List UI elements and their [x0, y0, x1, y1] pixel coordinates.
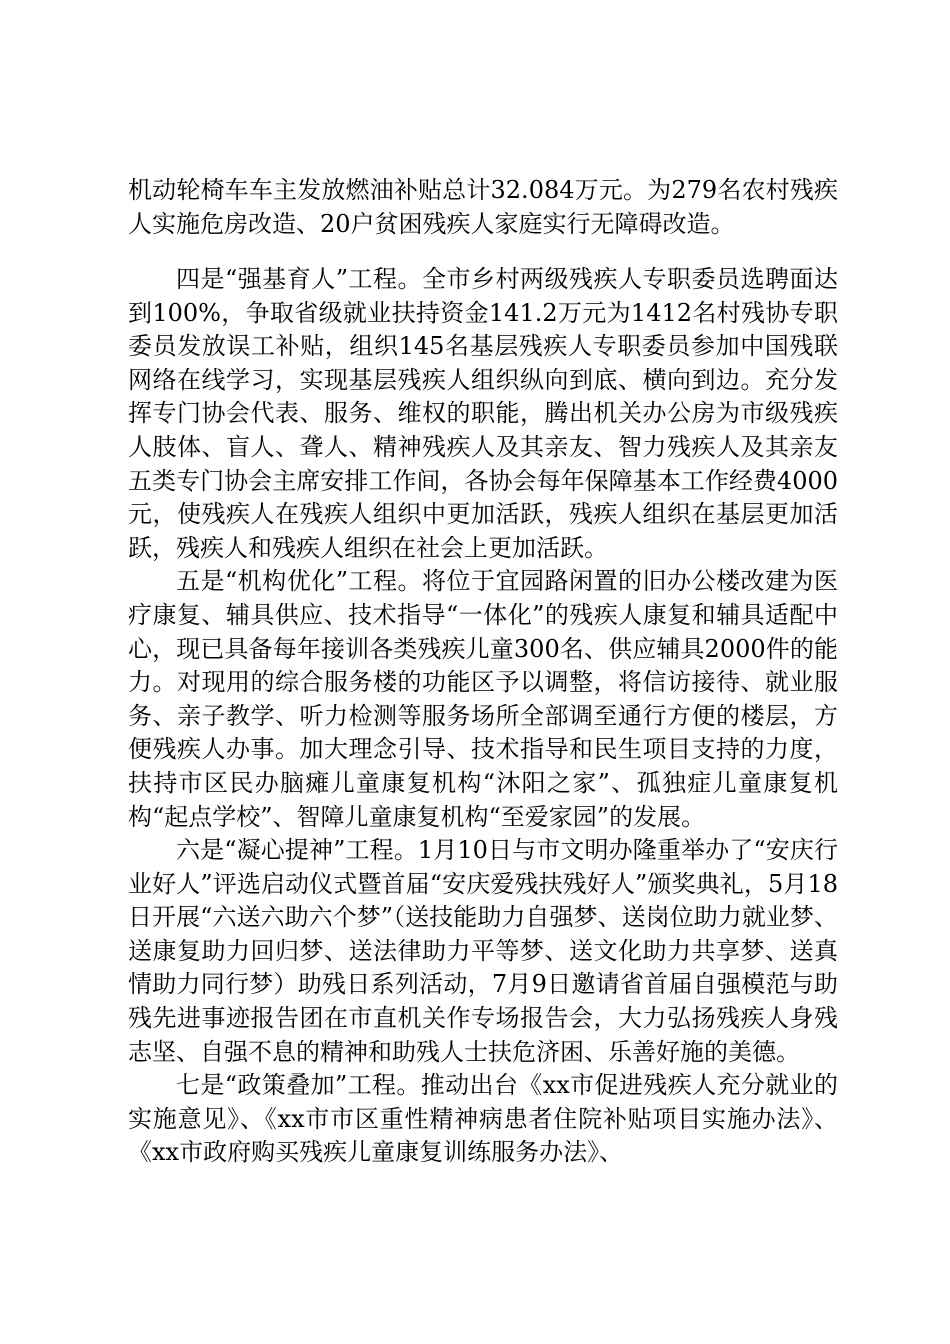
- paragraph-1: 机动轮椅车车主发放燃油补贴总计32.084万元。为279名农村残疾人实施危房改造、20户贫困残疾人家庭实行无障碍改造。: [128, 176, 838, 238]
- paragraph-continuation: [128, 174, 838, 241]
- paragraph-group: [128, 263, 838, 1170]
- paragraph-4: 六是“凝心提神”工程。1月10日与市文明办隆重举办了“安庆行业好人”评选启动仪式暨首届“安庆爱残扶残好人”颁奖典礼，5月18日开展“六送六助六个梦”（送技能助力自强梦、送岗位助力就业梦、送康复助力回归梦、送法律助力平等梦、送文化助力共享梦、送真情助力同行梦）助残日系列活动，7月9日邀请省首届自强模范与助残先进事迹报告团在市直机关作专场报告会，大力弘扬残疾人身残志坚、自强不息的精神和助残人士扶危济困、乐善好施的美德。: [128, 836, 838, 1066]
- paragraph-2: 四是“强基育人”工程。全市乡村两级残疾人专职委员选聘面达到100%，争取省级就业扶持资金141.2万元为1412名村残协专职委员发放误工补贴，组织145名基层残疾人专职委员参加中国残联网络在线学习，实现基层残疾人组织纵向到底、横向到边。充分发挥专门协会代表、服务、维权的职能，腾出机关办公房为市级残疾人肢体、盲人、聋人、精神残疾人及其亲友、智力残疾人及其亲友五类专门协会主席安排工作间，各协会每年保障基本工作经费4000元，使残疾人在残疾人组织中更加活跃，残疾人组织在基层更加活跃，残疾人和残疾人组织在社会上更加活跃。: [128, 265, 838, 562]
- paragraph-5: 七是“政策叠加”工程。推动出台《xx市促进残疾人充分就业的实施意见》、《xx市市区重性精神病患者住院补贴项目实施办法》、《xx市政府购买残疾儿童康复训练服务办法》、: [128, 1071, 838, 1167]
- paragraph-3: 五是“机构优化”工程。将位于宜园路闲置的旧办公楼改建为医疗康复、辅具供应、技术指导“一体化”的残疾人康复和辅具适配中心，现已具备每年接训各类残疾儿童300名、供应辅具2000件的能力。对现用的综合服务楼的功能区予以调整，将信访接待、就业服务、亲子教学、听力检测等服务场所全部调至通行方便的楼层，方便残疾人办事。加大理念引导、技术指导和民生项目支持的力度，扶持市区民办脑瘫儿童康复机构“沐阳之家”、孤独症儿童康复机构“起点学校”、智障儿童康复机构“至爱家园”的发展。: [128, 567, 838, 831]
